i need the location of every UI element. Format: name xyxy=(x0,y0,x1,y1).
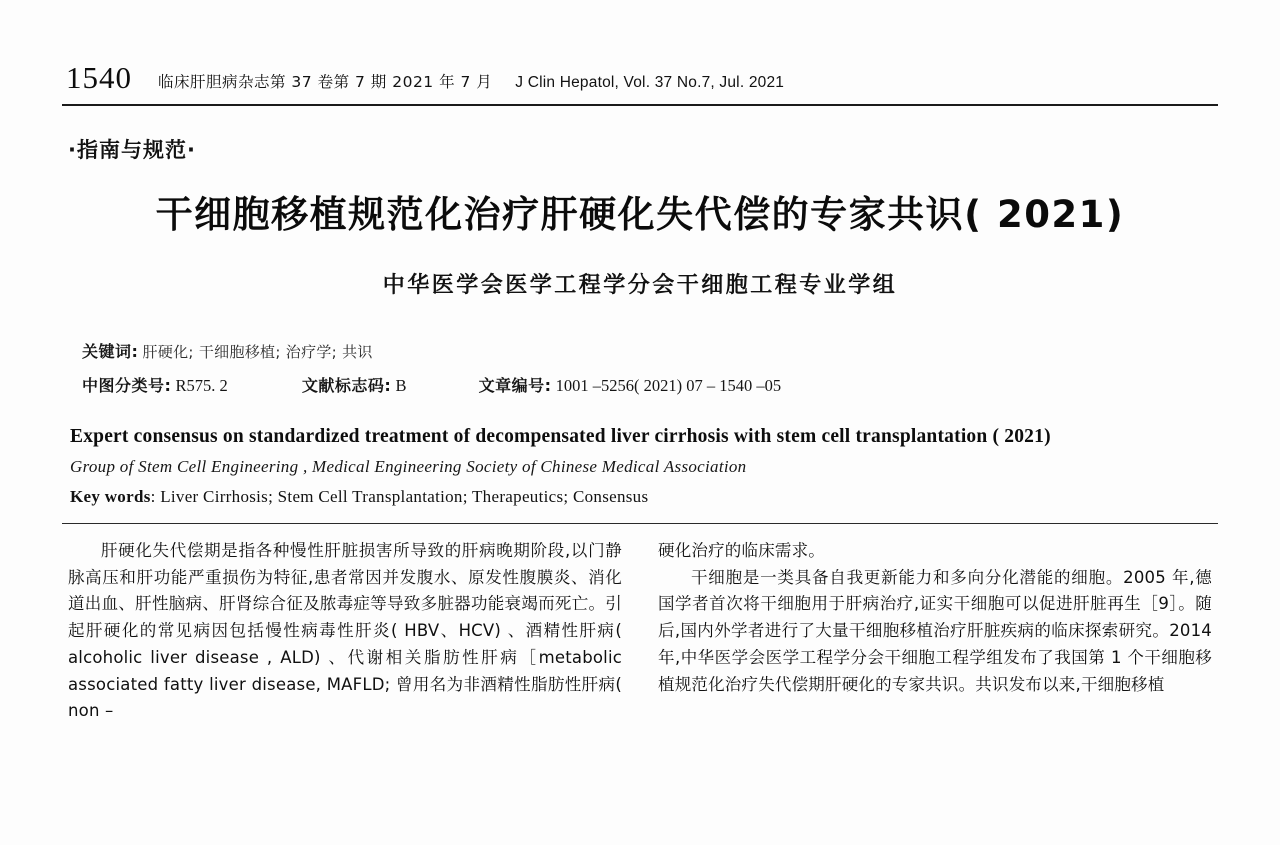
keywords-cn-value: 肝硬化; 干细胞移植; 治疗学; 共识 xyxy=(142,343,373,361)
page-number: 1540 xyxy=(66,60,132,95)
doc-code-segment xyxy=(302,373,407,396)
paragraph: 肝硬化失代偿期是指各种慢性肝脏损害所导致的肝病晚期阶段,以门静脉高压和肝功能严重损伤为特征,患者常因并发腹水、原发性腹膜炎、消化道出血、肝性脑病、肝肾综合征及脓毒症等导致多脏器功能衰竭而死亡。引起肝硬化的常见病因包括慢性病毒性肝炎( HBV、HCV) 、酒精性肝病( alcoholic liver disease , ALD) 、代谢相关脂肪性肝病［metabolic associated fatty liver disease, MAFLD; 曾用名为非酒精性脂肪性肝病( non – xyxy=(68,541,622,721)
paragraph: 硬化治疗的临床需求。 xyxy=(658,541,825,560)
running-head-text xyxy=(158,72,785,94)
article-id-label: 文章编号: xyxy=(478,376,552,395)
article-id-segment xyxy=(479,373,782,396)
journal-name-en: J Clin Hepatol, Vol. 37 No.7, Jul. 2021 xyxy=(515,73,785,91)
page-title: 干细胞移植规范化治疗肝硬化失代偿的专家共识( 2021) xyxy=(155,193,1125,236)
title-en: Expert consensus on standardized treatment of decompensated liver cirrhosis with stem cell transplantation ( 2021) xyxy=(70,426,1051,447)
keywords-en-label: Key words xyxy=(70,487,151,506)
doc-code-label: 文献标志码: xyxy=(301,376,392,395)
column-right xyxy=(658,538,1212,725)
authors-en: Group of Stem Cell Engineering , Medical Engineering Society of Chinese Medical Association xyxy=(70,457,747,476)
body-columns xyxy=(62,538,1218,725)
header-rule xyxy=(62,104,1218,106)
clc-segment xyxy=(82,373,228,396)
article-category: ·指南与规范· xyxy=(68,138,196,162)
keywords-en-line xyxy=(62,487,1218,507)
clc-label: 中图分类号: xyxy=(82,376,172,395)
body-rule xyxy=(62,523,1218,524)
keywords-cn-label: 关键词: xyxy=(82,342,139,361)
column-left xyxy=(68,538,622,725)
journal-name-cn: 临床肝胆病杂志第 37 卷第 7 期 2021 年 7 月 xyxy=(158,72,493,91)
clc-value: R575. 2 xyxy=(175,376,228,395)
metadata-block xyxy=(62,339,1218,396)
classification-line xyxy=(82,373,1218,396)
keywords-en-value: : Liver Cirrhosis; Stem Cell Transplantation; Therapeutics; Consensus xyxy=(150,487,649,506)
running-head xyxy=(62,0,1218,93)
article-id-value: 1001 –5256( 2021) 07 – 1540 –05 xyxy=(555,376,782,395)
doc-code-value: B xyxy=(395,376,407,395)
authors-cn: 中华医学会医学工程学分会干细胞工程专业学组 xyxy=(382,272,898,297)
keywords-cn-line xyxy=(82,339,1218,362)
paragraph: 干细胞是一类具备自我更新能力和多向分化潜能的细胞。2005 年,德国学者首次将干细胞用于肝病治疗,证实干细胞可以促进肝脏再生［9］。随后,国内外学者进行了大量干细胞移植治疗肝脏疾病的临床探索研究。2014 年,中华医学会医学工程学分会干细胞工程学组发布了我国第 1 个干细胞移植规范化治疗失代偿期肝硬化的专家共识。共识发布以来,干细胞移植 xyxy=(658,567,1212,694)
